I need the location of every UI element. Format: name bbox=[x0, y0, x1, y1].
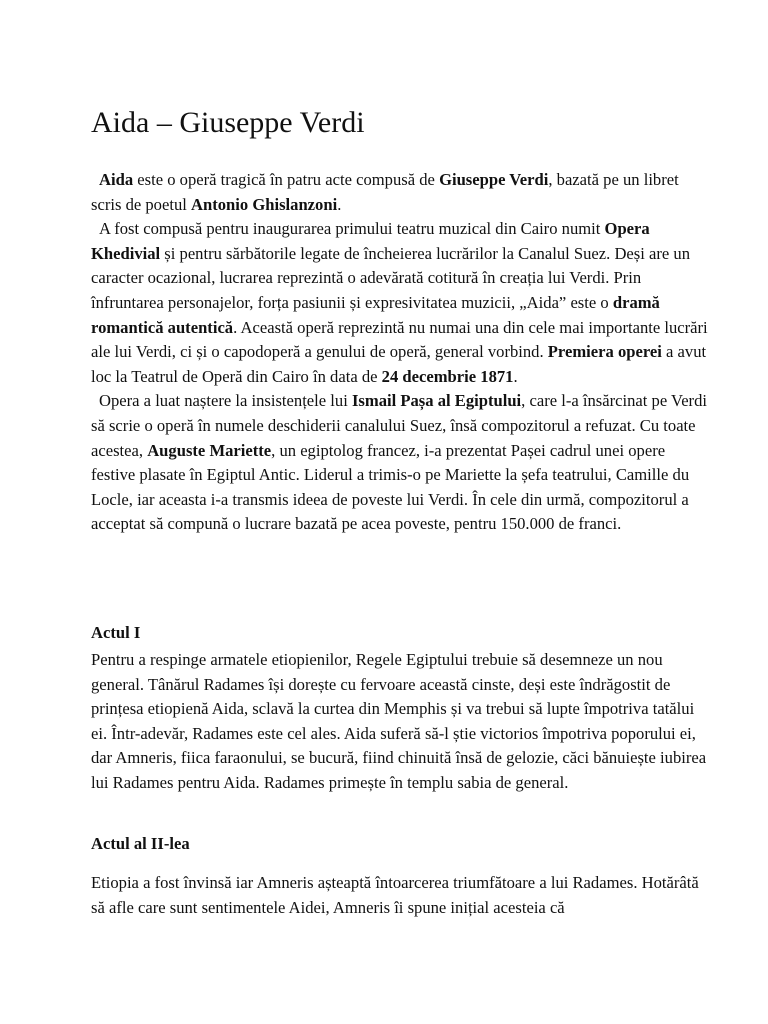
act-2-text: Etiopia a fost învinsă iar Amneris așteaptă întoarcerea triumfătoare a lui Radames. Hotărâtă să afle care sunt sentimentele Aidei, Amneris îi spune inițial acesteia că bbox=[91, 873, 699, 917]
intro-section bbox=[91, 168, 711, 537]
bold-term: dramă romantică autentică bbox=[91, 292, 660, 337]
document-title: Aida – Giuseppe Verdi bbox=[91, 106, 365, 139]
intro-paragraph-1: Aida este o operă tragică în patru acte compusă de Giuseppe Verdi, bazată pe un libret scris de poetul Antonio Ghislanzoni. bbox=[91, 170, 679, 214]
act-1-heading: Actul I bbox=[91, 623, 141, 642]
intro-paragraph-3: Opera a luat naștere la insistențele lui Ismail Pașa al Egiptului, care l-a însărcinat pe Verdi să scrie o operă în numele deschiderii canalului Suez, însă compozitorul a refuzat. Cu toate acestea, Auguste Mariette, un egiptolog francez, i-a prezentat Pașei cadrul unei opere festive plasate în Egiptul Antic. Liderul a trimis-o pe Mariette la șefa teatrului, Camille du Locle, iar aceasta i-a transmis ideea de poveste lui Verdi. În cele din urmă, compozitorul a acceptat să compună o lucrare bazată pe acea poveste, pentru 150.000 de franci. bbox=[91, 391, 707, 534]
bold-term: Aida bbox=[99, 170, 134, 189]
bold-term: Opera Khedivial bbox=[91, 219, 650, 263]
bold-term: Premiera operei bbox=[547, 342, 662, 362]
bold-term: Giuseppe Verdi bbox=[439, 170, 549, 189]
bold-term: Ismail Pașa al Egiptului bbox=[351, 391, 522, 411]
intro-paragraph-2: A fost compusă pentru inaugurarea primului teatru muzical din Cairo numit Opera Khedivial și pentru sărbătorile legate de încheierea lucrărilor la Canalul Suez. Deși are un caracter ocazional, lucrarea reprezintă o adevărată cotitură în creația lui Verdi. Prin înfruntarea personajelor, forța pasiunii și expresivitatea muzicii, „Aida” este o dramă romantică autentică. Această operă reprezintă nu numai una din cele mai importante lucrări ale lui Verdi, ci și o capodoperă a genului de operă, general vorbind. Premiera operei a avut loc la Teatrul de Operă din Cairo în data de 24 decembrie 1871. bbox=[91, 219, 708, 386]
act-2-heading: Actul al II-lea bbox=[91, 834, 190, 853]
bold-term: 24 decembrie 1871 bbox=[381, 366, 514, 386]
act-1-text: Pentru a respinge armatele etiopienilor, Regele Egiptului trebuie să desemneze un nou general. Tânărul Radames își dorește cu fervoare această cinste, deși este îndrăgostit de prințesa etiopienă Aida, sclavă la curtea din Memphis și va trebui să lupte împotriva tatălui ei. Într-adevăr, Radames este cel ales. Aida suferă să-l știe victorios împotriva poporului ei, dar Amneris, fiica faraonului, se bucură, fiind chinuită însă de gelozie, căci bănuiește iubirea lui Radames pentru Aida. Radames primește în templu sabia de general. bbox=[91, 650, 707, 792]
bold-term: Antonio Ghislanzoni bbox=[191, 194, 338, 214]
bold-term: Auguste Mariette bbox=[147, 440, 272, 460]
